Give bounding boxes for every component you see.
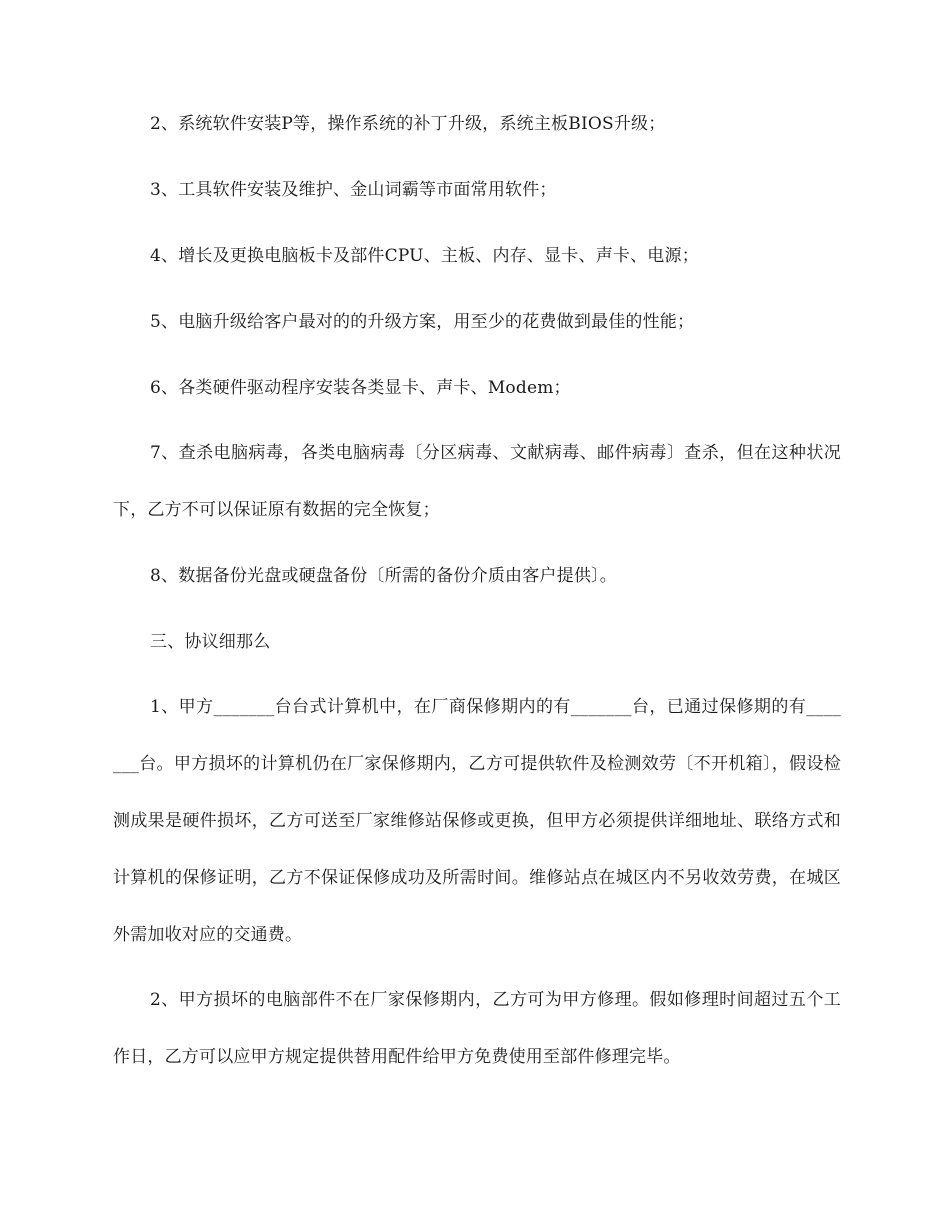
paragraph-item-7-virus: 7、查杀电脑病毒，各类电脑病毒〔分区病毒、文献病毒、邮件病毒〕查杀，但在这种状况下，乙方不可以保证原有数据的完全恢复； bbox=[113, 443, 841, 520]
paragraph-item-6-drivers: 6、各类硬件驱动程序安装各类显卡、声卡、Modem； bbox=[150, 378, 571, 398]
paragraph-item-2-software: 2、系统软件安装P等，操作系统的补丁升级，系统主板BIOS升级； bbox=[150, 114, 666, 134]
paragraph-item-8-backup: 8、数据备份光盘或硬盘备份〔所需的备份介质由客户提供〕。 bbox=[150, 566, 617, 586]
section-heading-agreement-details: 三、协议细那么 bbox=[150, 632, 271, 652]
paragraph-item-5-upgrade: 5、电脑升级给客户最对的的升级方案，用至少的花费做到最佳的性能； bbox=[150, 312, 695, 332]
paragraph-clause-1-warranty: 1、甲方_______台台式计算机中，在厂商保修期内的有_______台，已通过保修期的有_______台。甲方损坏的计算机仍在厂家保修期内，乙方可提供软件及检测效劳〔不开机箱〕，假设检测成果是硬件损坏，乙方可送至厂家维修站保修或更换，但甲方必须提供详细地址、联络方式和计算机的保修证明，乙方不保证保修成功及所需时间。维修站点在城区内不另收效劳费，在城区外需加收对应的交通费。 bbox=[113, 697, 841, 945]
paragraph-item-4-hardware: 4、增长及更换电脑板卡及部件CPU、主板、内存、显卡、声卡、电源； bbox=[150, 246, 699, 266]
document-page bbox=[113, 107, 841, 1106]
paragraph-item-3-tools: 3、工具软件安装及维护、金山词霸等市面常用软件； bbox=[150, 180, 557, 200]
paragraph-clause-2-repair: 2、甲方损坏的电脑部件不在厂家保修期内，乙方可为甲方修理。假如修理时间超过五个工作日，乙方可以应甲方规定提供替用配件给甲方免费使用至部件修理完毕。 bbox=[113, 990, 841, 1067]
